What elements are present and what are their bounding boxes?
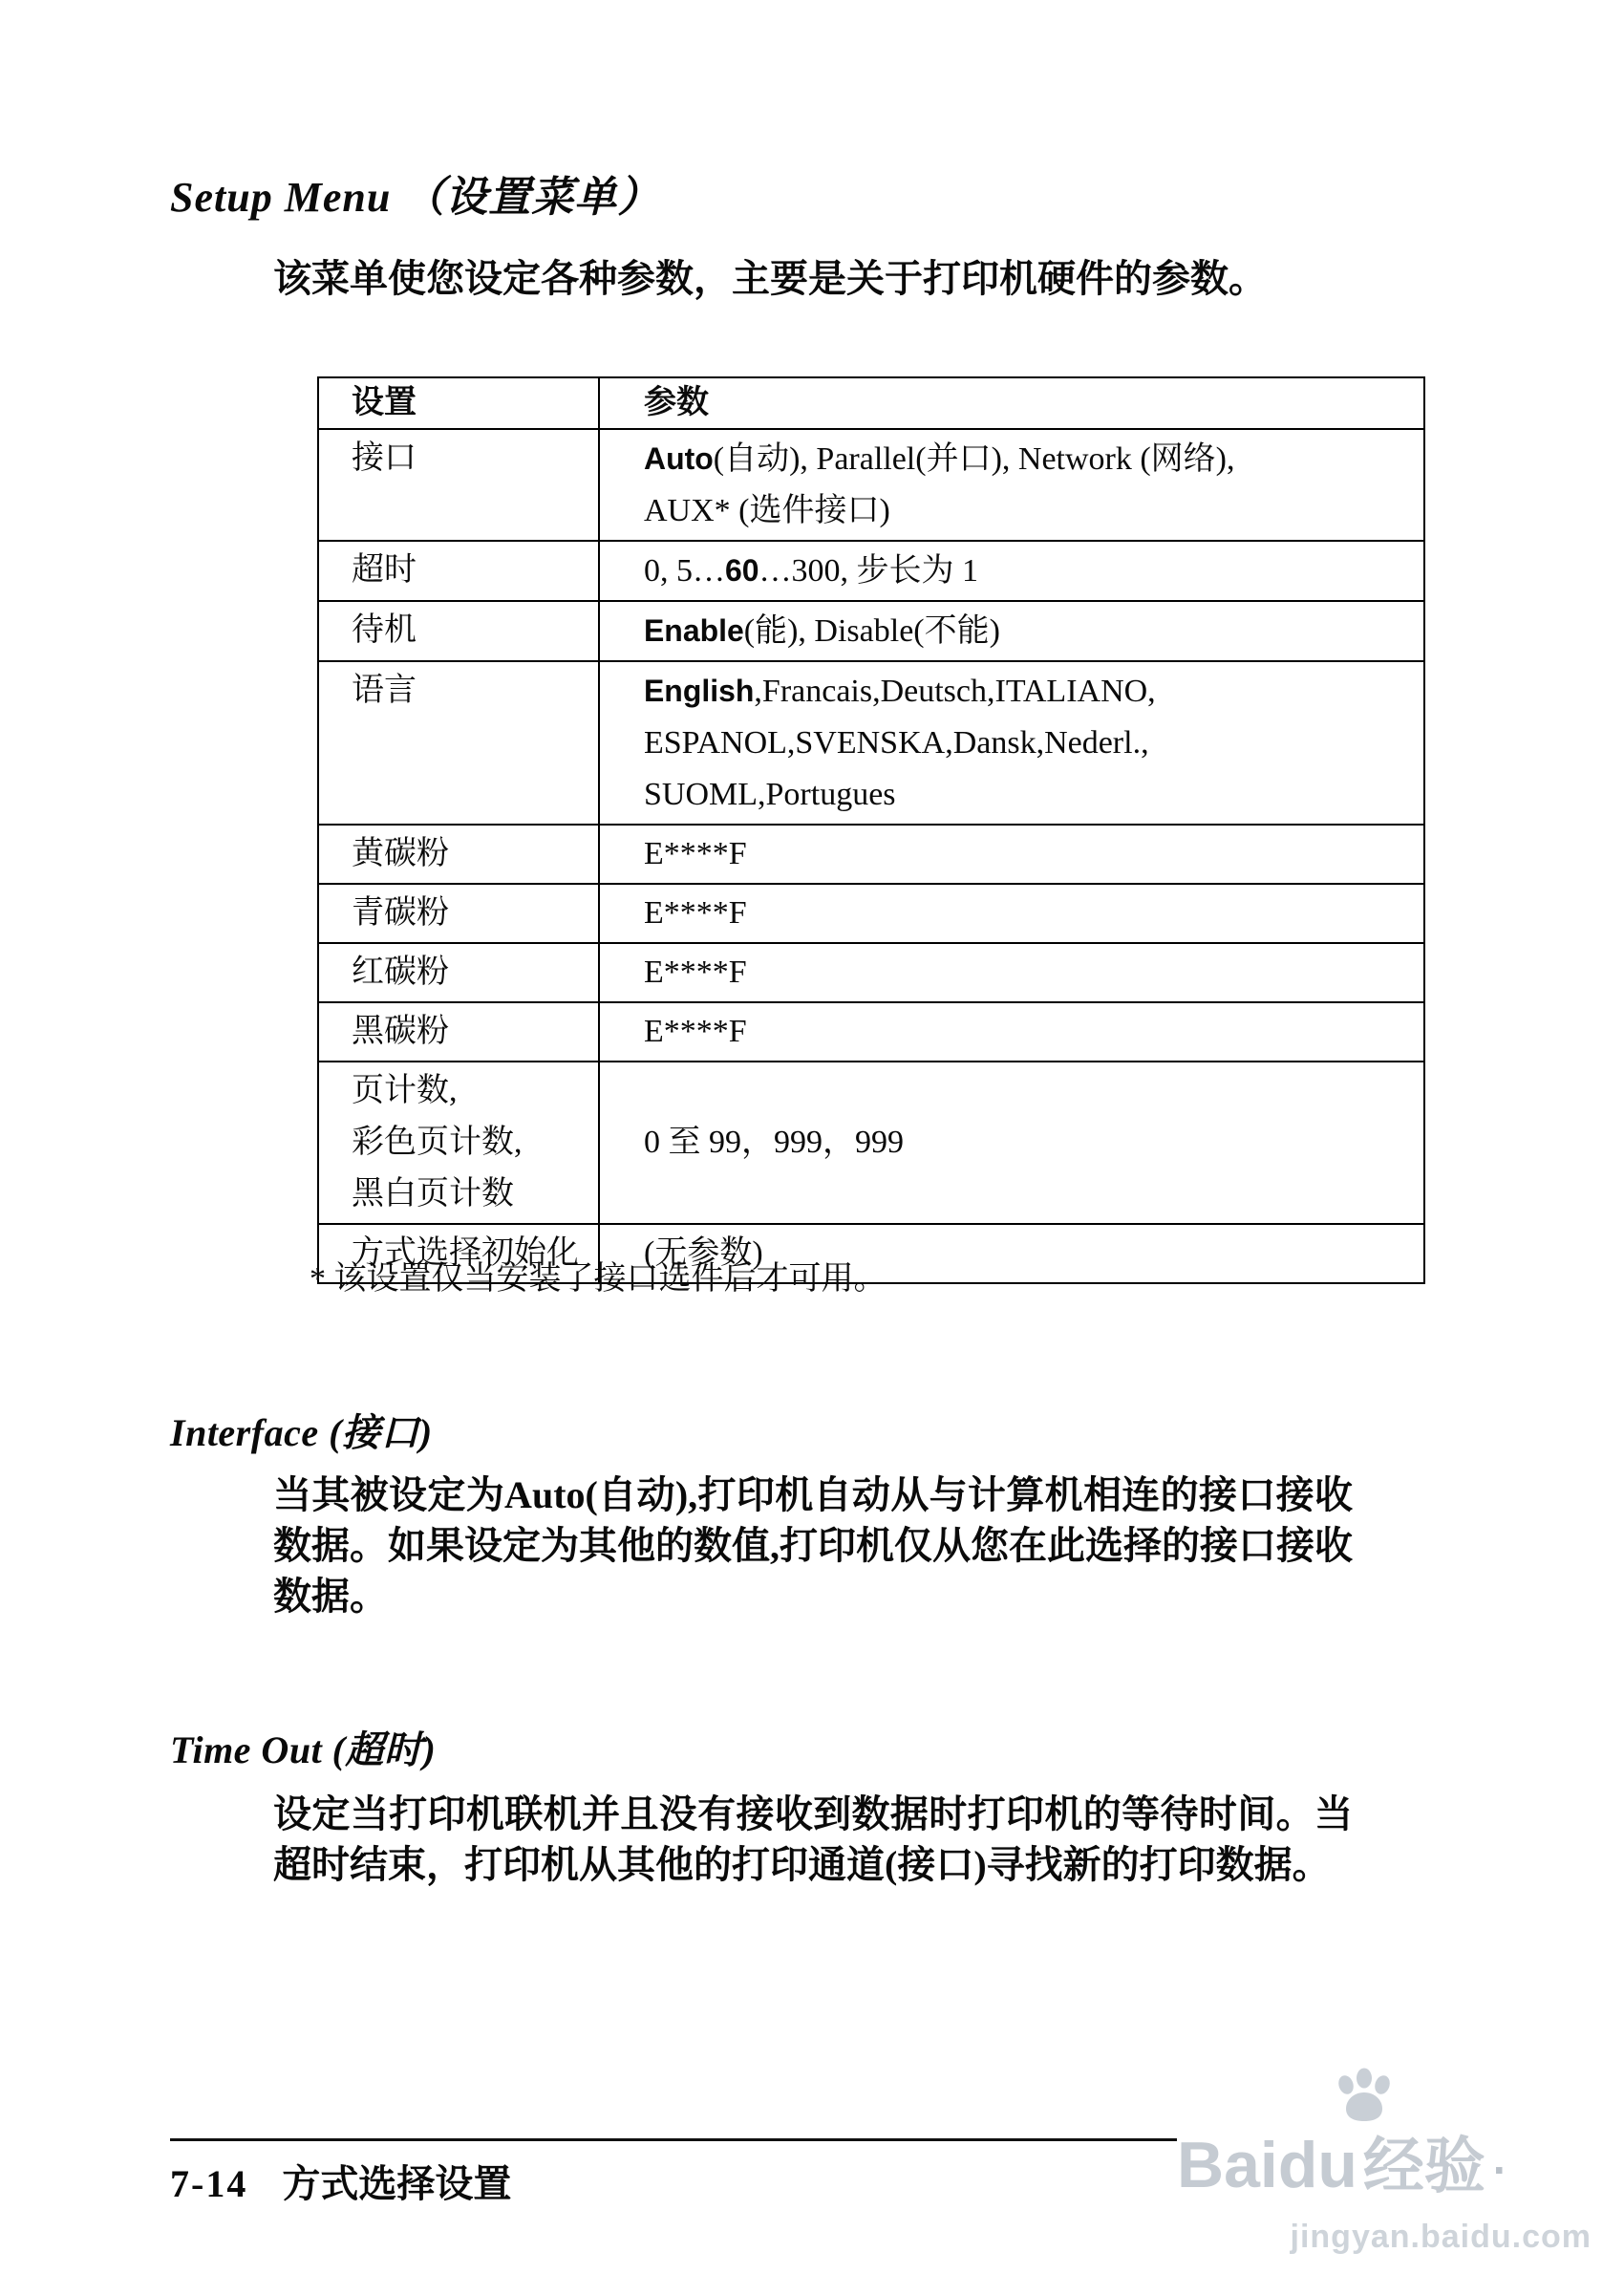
table-row	[318, 884, 1424, 943]
setting-cell: 黄碳粉	[318, 825, 599, 884]
parameter-cell: Enable(能), Disable(不能)	[599, 601, 1424, 661]
setup-table-body	[318, 429, 1424, 1283]
table-header-row	[318, 377, 1424, 429]
setting-cell: 页计数, 彩色页计数, 黑白页计数	[318, 1062, 599, 1224]
table-row	[318, 825, 1424, 884]
watermark-brand-cn: 经验	[1362, 2132, 1485, 2200]
table-row	[318, 429, 1424, 541]
setting-cell: 红碳粉	[318, 943, 599, 1002]
watermark-brand	[1177, 2127, 1507, 2208]
footer-label: 方式选择设置	[282, 2162, 512, 2205]
watermark-url: jingyan.baidu.com	[1290, 2219, 1592, 2255]
setting-cell: 超时	[318, 541, 599, 601]
table-row	[318, 1062, 1424, 1224]
section-body-timeout: 设定当打印机联机并且没有接收到数据时打印机的等待时间。当超时结束，打印机从其他的打印通道(接口)寻找新的打印数据。	[273, 1792, 1353, 1886]
page-title: Setup Menu （设置菜单）	[170, 174, 661, 221]
watermark-brand-en: Baidu	[1177, 2129, 1357, 2201]
setting-cell: 黑碳粉	[318, 1002, 599, 1062]
parameter-cell: E****F	[599, 943, 1424, 1002]
table-row	[318, 661, 1424, 825]
setting-cell: 语言	[318, 661, 599, 825]
parameter-cell: Auto(自动), Parallel(并口), Network (网络), AUX* (选件接口)	[599, 429, 1424, 541]
setting-cell: 方式选择初始化	[318, 1224, 599, 1283]
parameter-cell: (无参数)	[599, 1224, 1424, 1283]
header-parameter: 参数	[599, 377, 1424, 429]
intro-paragraph: 该菜单使您设定各种参数，主要是关于打印机硬件的参数。	[273, 257, 1267, 300]
parameter-cell: E****F	[599, 1002, 1424, 1062]
setup-menu-table	[317, 376, 1425, 1284]
table-row	[318, 541, 1424, 601]
parameter-cell: English,Francais,Deutsch,ITALIANO, ESPANOL,SVENSKA,Dansk,Nederl., SUOML,Portugues	[599, 661, 1424, 825]
section-heading-interface: Interface (接口)	[170, 1411, 433, 1454]
header-setting: 设置	[318, 377, 599, 429]
setting-cell: 青碳粉	[318, 884, 599, 943]
setting-cell: 待机	[318, 601, 599, 661]
setting-cell: 接口	[318, 429, 599, 541]
footer-rule	[170, 2138, 1177, 2141]
parameter-cell: E****F	[599, 825, 1424, 884]
parameter-cell: 0, 5…60…300, 步长为 1	[599, 541, 1424, 601]
page-footer	[170, 2154, 511, 2208]
watermark-dot: ·	[1492, 2145, 1508, 2196]
page-number: 7-14	[170, 2162, 248, 2205]
section-heading-timeout: Time Out (超时)	[170, 1728, 437, 1771]
table-footnote: * 该设置仅当安装了接口选件后才可用。	[310, 1261, 887, 1297]
paw-icon	[1334, 2068, 1395, 2125]
parameter-cell: 0 至 99，999，999	[599, 1062, 1424, 1224]
parameter-cell: E****F	[599, 884, 1424, 943]
table-row	[318, 943, 1424, 1002]
table-row	[318, 1002, 1424, 1062]
section-body-interface: 当其被设定为Auto(自动),打印机自动从与计算机相连的接口接收数据。如果设定为其他的数值,打印机仅从您在此选择的接口接收数据。	[273, 1473, 1353, 1618]
table-row	[318, 601, 1424, 661]
